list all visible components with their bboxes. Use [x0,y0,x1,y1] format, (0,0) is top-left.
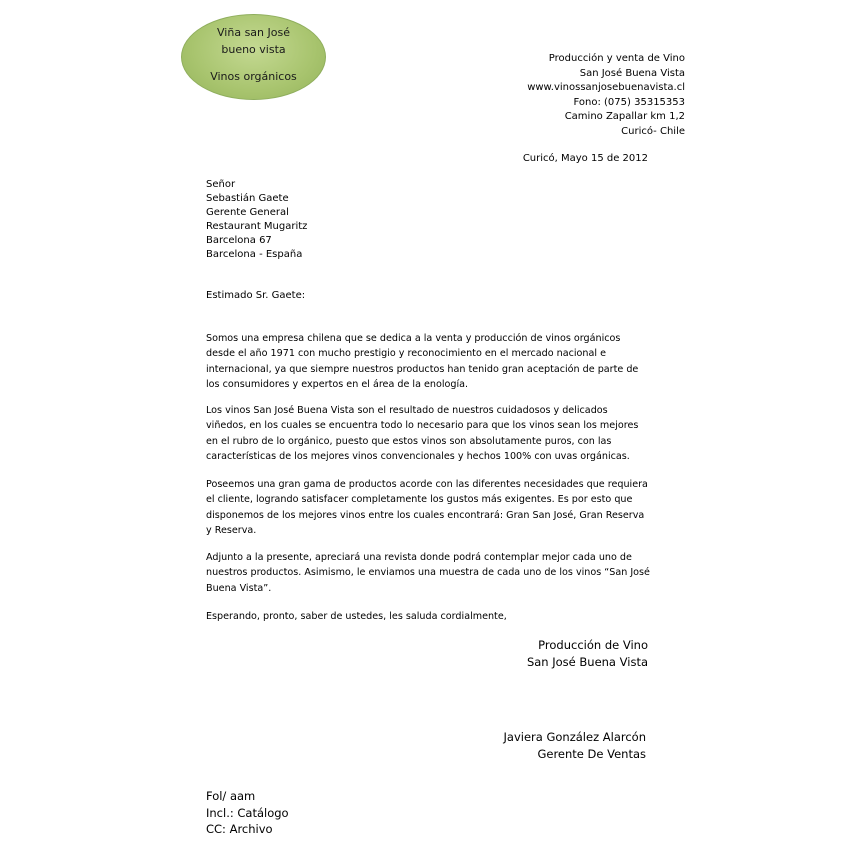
sender-line: www.vinossanjosebuenavista.cl [527,82,685,94]
sender-address-block [527,52,685,140]
body-paragraph-4: Adjunto a la presente, apreciará una revista donde podrá contemplar mejor cada uno de nuestros productos. Asimismo, le enviamos una muestra de cada uno de los vinos “San José Buena Vista”. [206,552,650,594]
salutation: Estimado Sr. Gaete: [206,290,306,301]
recipient-line: Barcelona - España [206,249,303,260]
company-sign-line-2: San José Buena Vista [526,654,648,669]
reference-block [206,788,289,838]
company-sign-line-1: Producción de Vino [538,638,648,652]
reference-line-3: CC: Archivo [206,822,273,836]
sender-line: Producción y venta de Vino [548,53,685,64]
reference-line-1: Fol/ aam [206,789,256,803]
recipient-line: Restaurant Mugaritz [206,221,308,232]
closing-line: Esperando, pronto, saber de ustedes, les saluda cordialmente, [206,611,507,622]
signer-name: Javiera González Alarcón [503,730,646,744]
letter-date: Curicó, Mayo 15 de 2012 [522,153,648,164]
logo-line-2: bueno vista [221,43,286,56]
signer-block [504,729,646,762]
logo-line-3: Vinos orgánicos [210,70,297,83]
recipient-address-block [206,178,307,262]
body-paragraph-1: Somos una empresa chilena que se dedica a la venta y producción de vinos orgánicos desde el año 1971 con mucho prestigio y reconocimiento en el mercado nacional e internacional, ya que siempre nuestros productos han tenido gran aceptación de parte de los consumidores y expertos en el área de la enología. [206,333,639,390]
sender-line: Curicó- Chile [621,125,685,137]
recipient-line: Barcelona 67 [206,235,272,246]
reference-line-2: Incl.: Catálogo [206,805,289,820]
recipient-line: Sebastián Gaete [206,193,289,204]
recipient-line: Señor [206,179,236,190]
body-paragraph-2: Los vinos San José Buena Vista son el resultado de nuestros cuidadosos y delicados viñedos, en los cuales se encuentra todo lo necesario para que los vinos sean los mejores en el rubro de lo orgánico, puesto que estos vinos son absolutamente puros, con las características de los mejores vinos convencionales y hechos 100% con uvas orgánicas. [206,405,639,462]
company-signature [527,637,648,670]
recipient-line: Gerente General [206,207,289,218]
sender-line: Camino Zapallar km 1,2 [564,111,685,123]
logo-line-1: Viña san José [217,26,290,39]
signer-title: Gerente De Ventas [537,746,646,761]
body-paragraph-3: Poseemos una gran gama de productos acorde con las diferentes necesidades que requiera el cliente, logrando satisfacer completamente los gustos más exigentes. Es por esto que disponemos de los mejores vinos entre los cuales encontrará: Gran San José, Gran Reserva y Reserva. [206,479,648,536]
sender-line: Fono: (075) 35315353 [573,96,685,108]
sender-line: San José Buena Vista [579,67,685,79]
